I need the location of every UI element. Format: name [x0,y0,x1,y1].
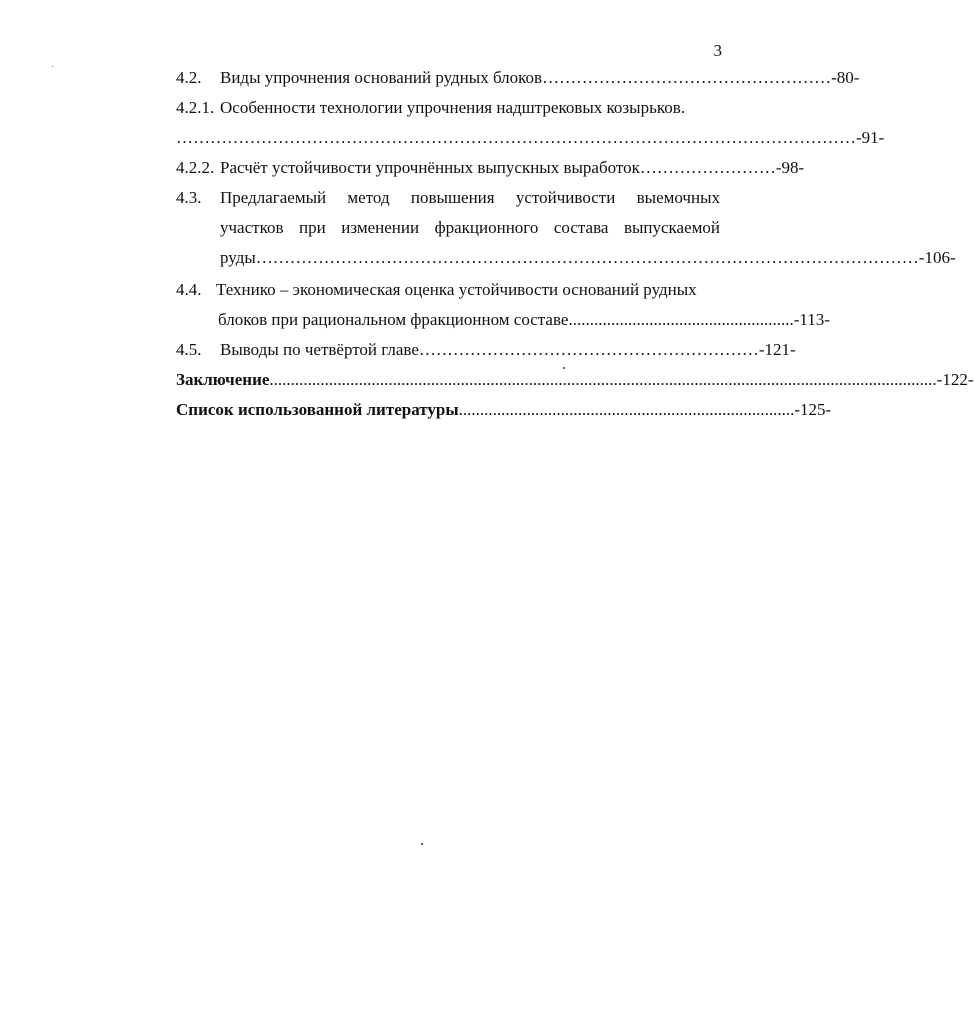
toc-entry-number: 4.2. [176,68,202,87]
toc-entry-4-2 [176,66,860,90]
toc-entry-conclusion [176,368,974,392]
toc-entry-title-line1: Технико – экономическая оценка устойчивости оснований рудных [216,280,697,299]
toc-entry-4-2-1 [176,96,720,120]
toc-entry-title: Выводы по четвёртой главе [220,340,419,359]
toc-entry-title-line1: Предлагаемый метод повышения устойчивости выемочных [220,188,720,207]
toc-entry-title: Заключение [176,370,270,389]
toc-leader-dots: ............................................................................................................................................................. [269,370,937,389]
toc-entry-page: -106- [918,248,956,267]
toc-entry-number: 4.2.2. [176,158,215,177]
toc-entry-4-5 [176,338,796,362]
toc-entry-title-line2: участков при изменении фракционного состава выпускаемой [220,218,720,237]
page-number: 3 [713,41,722,60]
toc-entry-4-2-2 [176,156,805,180]
toc-leader-dots: …………………………………………… [542,68,832,87]
toc-entry-4-4-leader [218,308,830,332]
toc-entry-title: Расчёт устойчивости упрочнённых выпускных выработок [220,158,640,177]
toc-leader-dots: …………………………………………………… [418,340,759,359]
toc-entry-page: -91- [856,128,885,147]
toc-entry-title-line3: руды [220,248,256,267]
toc-leader-dots: ............................................................................... [458,400,795,419]
toc-entry-title: Виды упрочнения оснований рудных блоков [220,68,543,87]
scan-speck [52,66,53,67]
toc-entry-page: -80- [831,68,860,87]
toc-entry-page: -121- [758,340,796,359]
toc-entry-number: 4.3. [176,188,202,207]
scan-speck [563,367,565,369]
toc-entry-title: Список использованной литературы [176,400,459,419]
toc-leader-dots: ……………………………………………………………………………………………………… [255,248,919,267]
toc-entry-page: -122- [936,370,974,389]
toc-entry-title: Особенности технологии упрочнения надштрековых козырьков. [220,98,685,117]
toc-entry-number: 4.5. [176,340,202,359]
toc-entry-title-line2: блоков при рациональном фракционном составе [218,310,569,329]
toc-entry-page: -98- [775,158,805,177]
scan-speck [421,843,423,845]
toc-entry-4-3-leader [220,246,956,270]
toc-entry-number: 4.4. [176,280,202,299]
toc-entry-number: 4.2.1. [176,98,215,117]
toc-leader-dots: ..................................................... [568,310,794,329]
toc-leader-dots: ………………………………………………………………………………………………………… [176,128,856,147]
toc-entry-4-2-1-leader [176,126,885,150]
toc-entry-page: -125- [794,400,832,419]
toc-leader-dots: …………………… [639,158,776,177]
toc-entry-page: -113- [793,310,830,329]
toc-entry-references [176,398,832,422]
